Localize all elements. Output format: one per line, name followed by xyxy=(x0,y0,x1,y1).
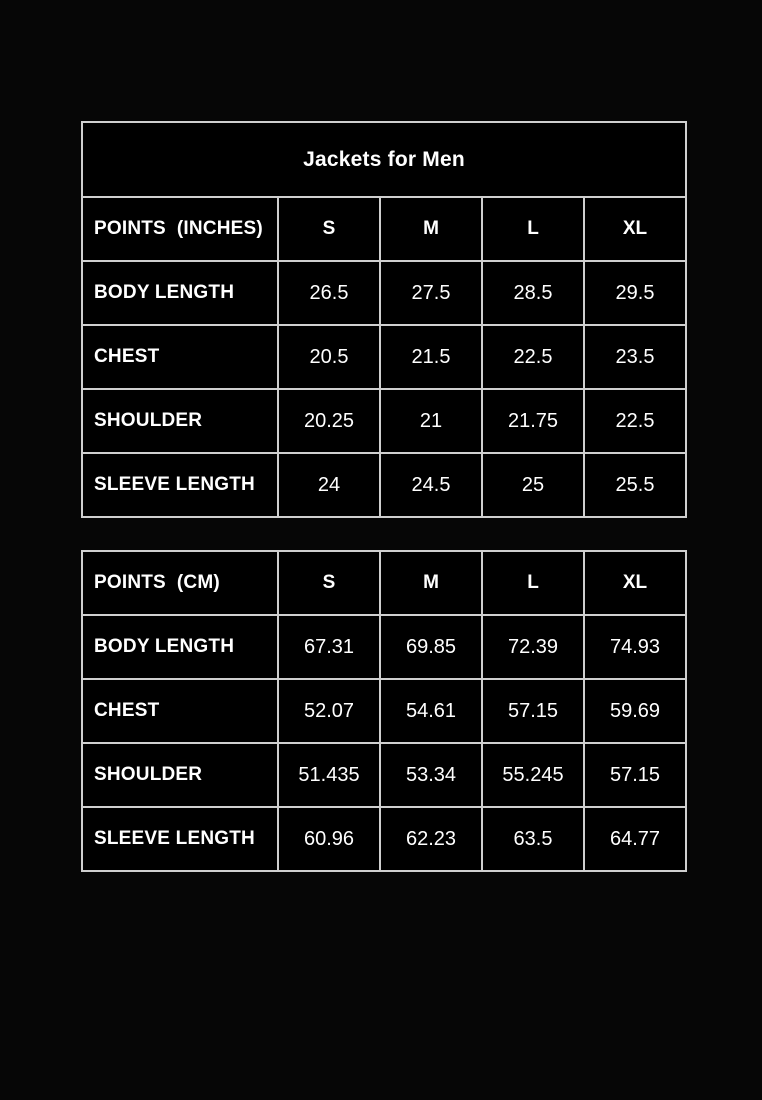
size-chart-table-inches xyxy=(81,121,687,518)
row-label: BODY LENGTH xyxy=(82,261,278,325)
size-value-cell: 22.5 xyxy=(584,389,686,453)
size-value-cell: 21.75 xyxy=(482,389,584,453)
table-row-body-length xyxy=(82,615,686,679)
size-value-cell: 24 xyxy=(278,453,380,517)
points-header-cm: POINTS (CM) xyxy=(82,551,278,615)
size-column-header-xl: XL xyxy=(584,551,686,615)
size-value-cell: 59.69 xyxy=(584,679,686,743)
size-value-cell: 27.5 xyxy=(380,261,482,325)
size-value-cell: 67.31 xyxy=(278,615,380,679)
size-value-cell: 29.5 xyxy=(584,261,686,325)
size-column-header-l: L xyxy=(482,197,584,261)
size-value-cell: 57.15 xyxy=(482,679,584,743)
size-value-cell: 62.23 xyxy=(380,807,482,871)
table-row-sleeve-length xyxy=(82,807,686,871)
row-label: SHOULDER xyxy=(82,389,278,453)
size-value-cell: 20.25 xyxy=(278,389,380,453)
size-value-cell: 28.5 xyxy=(482,261,584,325)
size-value-cell: 25 xyxy=(482,453,584,517)
size-value-cell: 72.39 xyxy=(482,615,584,679)
size-value-cell: 53.34 xyxy=(380,743,482,807)
size-value-cell: 24.5 xyxy=(380,453,482,517)
table-row-shoulder xyxy=(82,743,686,807)
size-value-cell: 63.5 xyxy=(482,807,584,871)
chart-title: Jackets for Men xyxy=(82,122,686,197)
table-row-shoulder xyxy=(82,389,686,453)
size-value-cell: 51.435 xyxy=(278,743,380,807)
row-label: SHOULDER xyxy=(82,743,278,807)
size-column-header-m: M xyxy=(380,551,482,615)
size-value-cell: 23.5 xyxy=(584,325,686,389)
header-row xyxy=(82,197,686,261)
size-value-cell: 22.5 xyxy=(482,325,584,389)
size-value-cell: 21.5 xyxy=(380,325,482,389)
table-title-row xyxy=(82,122,686,197)
size-value-cell: 54.61 xyxy=(380,679,482,743)
size-value-cell: 52.07 xyxy=(278,679,380,743)
header-row xyxy=(82,551,686,615)
size-value-cell: 74.93 xyxy=(584,615,686,679)
table-row-chest xyxy=(82,679,686,743)
size-chart-table-cm xyxy=(81,550,687,872)
size-column-header-xl: XL xyxy=(584,197,686,261)
size-value-cell: 25.5 xyxy=(584,453,686,517)
size-column-header-s: S xyxy=(278,551,380,615)
table-row-chest xyxy=(82,325,686,389)
size-value-cell: 60.96 xyxy=(278,807,380,871)
size-column-header-l: L xyxy=(482,551,584,615)
size-value-cell: 55.245 xyxy=(482,743,584,807)
row-label: SLEEVE LENGTH xyxy=(82,453,278,517)
row-label: SLEEVE LENGTH xyxy=(82,807,278,871)
size-value-cell: 57.15 xyxy=(584,743,686,807)
table-row-sleeve-length xyxy=(82,453,686,517)
row-label: CHEST xyxy=(82,679,278,743)
points-header-inches: POINTS (INCHES) xyxy=(82,197,278,261)
size-value-cell: 26.5 xyxy=(278,261,380,325)
size-column-header-m: M xyxy=(380,197,482,261)
row-label: CHEST xyxy=(82,325,278,389)
size-value-cell: 69.85 xyxy=(380,615,482,679)
row-label: BODY LENGTH xyxy=(82,615,278,679)
size-column-header-s: S xyxy=(278,197,380,261)
table-row-body-length xyxy=(82,261,686,325)
size-value-cell: 20.5 xyxy=(278,325,380,389)
size-value-cell: 21 xyxy=(380,389,482,453)
size-value-cell: 64.77 xyxy=(584,807,686,871)
